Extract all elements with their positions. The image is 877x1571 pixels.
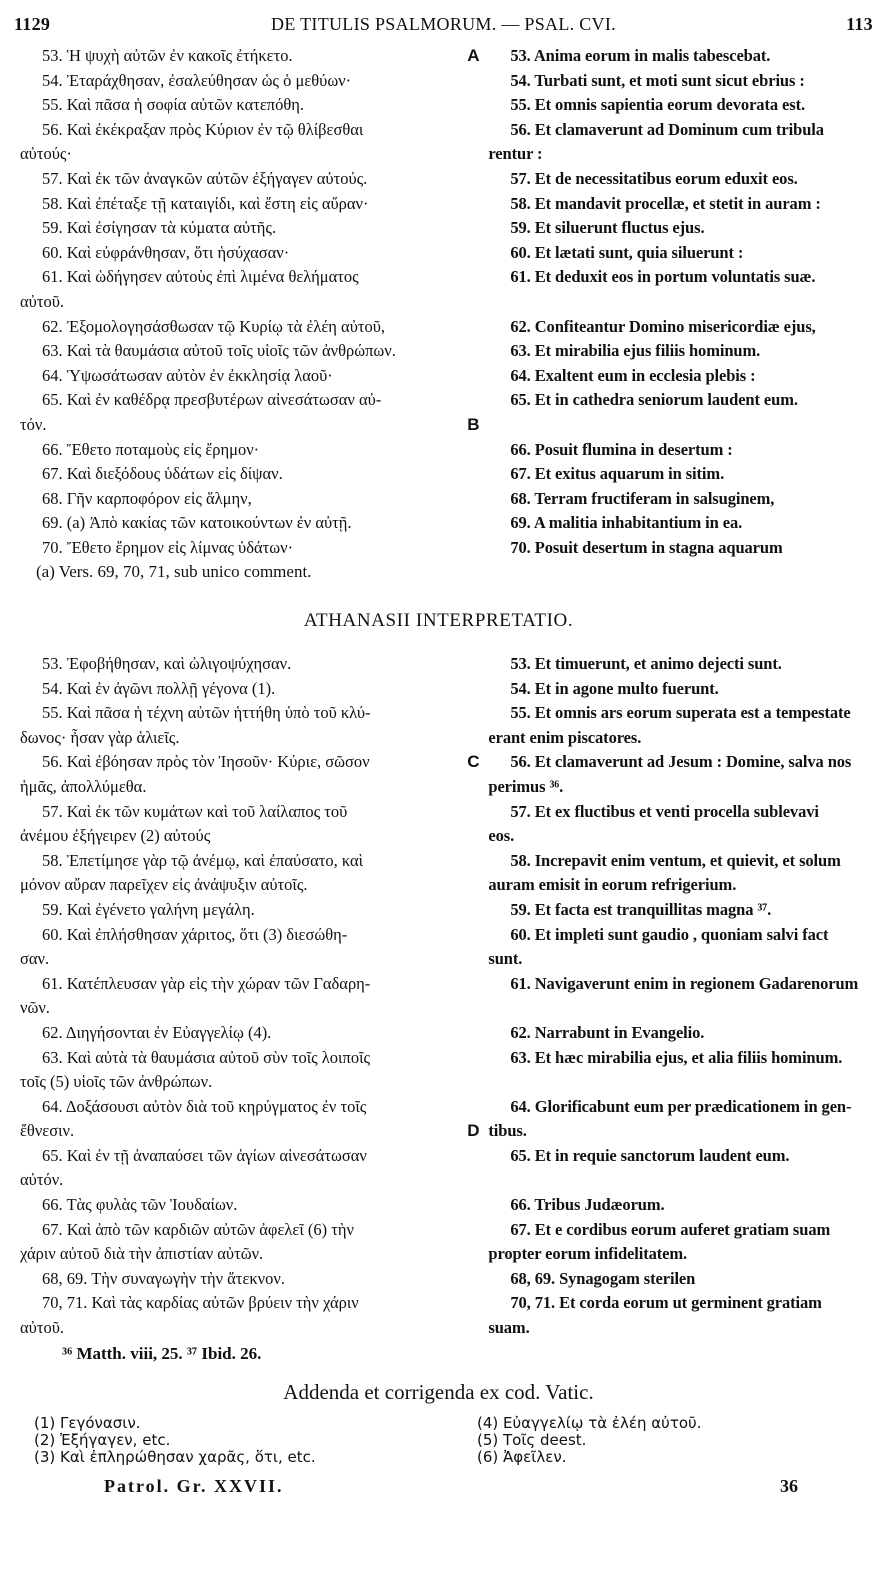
verse-row (20, 972, 877, 997)
verse-row (20, 413, 877, 438)
addenda-title: Addenda et corrigenda ex cod. Vatic. (283, 1380, 594, 1404)
page-number: 36 (780, 1476, 798, 1496)
margin-letter (458, 677, 488, 702)
margin-letter (458, 726, 488, 751)
latin-verse-line: 56. Et clamaverunt ad Dominum cum tribula (510, 119, 824, 139)
verse-row (20, 726, 877, 751)
verse-row (20, 1119, 877, 1144)
interpretation-text-block (20, 652, 877, 1341)
verse-row (20, 1144, 877, 1169)
margin-letter (458, 364, 488, 389)
greek-verse-line: αὐτούς· (20, 144, 72, 164)
margin-letter (458, 192, 488, 217)
latin-verse-line: 53. Et timuerunt, et animo dejecti sunt. (510, 654, 782, 673)
greek-verse-line: αὐτοῦ. (20, 1318, 64, 1338)
verse-row (20, 1046, 877, 1071)
greek-verse-line: 70. Ἔθετο ἔρημον εἰς λίμνας ὑδάτων· (42, 537, 294, 557)
greek-verse-line: 66. Ἔθετο ποταμοὺς εἰς ἔρημον· (42, 439, 260, 459)
greek-verse-line: μόνον αὔραν παρεῖχεν εἰς ἀνάψυξιν αὐτοῖς. (20, 875, 308, 895)
verse-row (20, 69, 877, 94)
verse-row (20, 677, 877, 702)
verse-row (20, 701, 877, 726)
addenda-list-right (477, 1415, 701, 1466)
latin-verse-line: 56. Et clamaverunt ad Jesum : Domine, salva nos (510, 752, 852, 772)
greek-verse-line: 70, 71. Καὶ τὰς καρδίας αὐτῶν βρύειν τὴν χάριν (42, 1293, 359, 1313)
greek-verse-line: 67. Καὶ διεξόδους ὑδάτων εἰς δίψαν. (42, 464, 283, 484)
greek-verse-line: 54. Καὶ ἐν ἀγῶνι πολλῇ γέγονα (1). (42, 678, 276, 698)
margin-letter (458, 775, 488, 800)
greek-verse-line: 62. Ἐξομολογησάσθωσαν τῷ Κυρίῳ τὰ ἐλέη αὐτοῦ, (42, 316, 386, 336)
verse-row (20, 800, 877, 825)
greek-verse-line: 64. Δοξάσουσι αὐτὸν διὰ τοῦ κηρύγματος ἐν τοῖς (42, 1096, 367, 1116)
margin-letter (458, 241, 488, 266)
latin-verse-line: 60. Et impleti sunt gaudio , quoniam salvi fact (510, 924, 829, 944)
verse-row (20, 1095, 877, 1120)
latin-verse-line: 54. Turbati sunt, et moti sunt sicut ebrius : (510, 70, 805, 90)
greek-verse-line: 59. Καὶ ἐσίγησαν τὰ κύματα αὐτῆς. (42, 218, 277, 238)
latin-verse-line: 65. Et in cathedra seniorum laudent eum. (510, 390, 798, 410)
latin-verse-line: 55. Et omnis sapientia eorum devorata est. (510, 95, 805, 115)
verse-row (20, 898, 877, 923)
greek-verse-line: 53. Ἡ ψυχὴ αὐτῶν ἐν κακοῖς ἐτήκετο. (42, 46, 293, 65)
greek-verse-line: 53. Ἐφοβήθησαν, καὶ ὠλιγοψύχησαν. (42, 654, 292, 673)
margin-letter (458, 487, 488, 512)
left-column-number: 1129 (14, 14, 51, 34)
greek-verse-line: 60. Καὶ εὐφράνθησαν, ὅτι ἡσύχασαν· (42, 242, 290, 262)
verse-row (20, 216, 877, 241)
greek-verse-line: αὐτοῦ. (20, 291, 64, 311)
margin-letter (458, 701, 488, 726)
greek-verse-line: αὐτόν. (20, 1170, 64, 1190)
section-title: ATHANASII INTERPRETATIO. (303, 610, 574, 631)
margin-letter (458, 1070, 488, 1095)
margin-letter (458, 438, 488, 463)
margin-letter (458, 1021, 488, 1046)
verse-row (20, 1242, 877, 1267)
verse-row (20, 290, 877, 315)
margin-letter (458, 1218, 488, 1243)
latin-verse-line: 70. Posuit desertum in stagna aquarum (510, 537, 783, 557)
latin-verse-line: tibus. (488, 1121, 527, 1141)
greek-verse-line: 61. Κατέπλευσαν γὰρ εἰς τὴν χώραν τῶν Γαδαρη- (42, 973, 371, 993)
greek-verse-line: 65. Καὶ ἐν καθέδρᾳ πρεσβυτέρων αἰνεσάτωσαν αὐ- (42, 390, 382, 410)
margin-letter (458, 947, 488, 972)
margin-letter (458, 1095, 488, 1120)
greek-verse-line: 67. Καὶ ἀπὸ τῶν καρδιῶν αὐτῶν ἀφελεῖ (6) τὴν (42, 1219, 354, 1239)
verse-row (20, 487, 877, 512)
margin-letter (458, 511, 488, 536)
margin-letter (458, 388, 488, 413)
greek-verse-line: 62. Διηγήσονται ἐν Εὐαγγελίῳ (4). (42, 1022, 272, 1042)
verse-row (20, 44, 877, 69)
margin-letter: A (467, 46, 480, 65)
margin-letter (458, 118, 488, 143)
addenda-item: (4) Εὐαγγελίῳ τὰ ἐλέη αὐτοῦ. (477, 1414, 702, 1432)
margin-letter (458, 1242, 488, 1267)
addenda-item: (6) Ἀφεῖλεν. (477, 1448, 567, 1466)
greek-verse-line: νῶν. (20, 998, 50, 1018)
margin-letter (458, 1267, 488, 1292)
verse-row (20, 750, 877, 775)
latin-verse-line: 64. Exaltent eum in ecclesia plebis : (510, 365, 756, 385)
margin-letter (458, 216, 488, 241)
verse-row (20, 1168, 877, 1193)
margin-letter (458, 315, 488, 340)
margin-letter: B (467, 414, 480, 434)
running-title: DE TITULIS PSALMORUM. — PSAL. CVI. (271, 14, 616, 34)
latin-verse-line: 66. Tribus Judæorum. (510, 1195, 665, 1215)
margin-letter (458, 996, 488, 1021)
latin-verse-line (488, 290, 877, 315)
addenda-item: (2) Ἐξήγαγεν, etc. (34, 1431, 171, 1449)
margin-letter (458, 1193, 488, 1218)
margin-letter (458, 142, 488, 167)
latin-verse-line: 70, 71. Et corda eorum ut germinent gratiam (510, 1293, 822, 1313)
right-column-number: 113 (846, 14, 873, 34)
verse-row (20, 1316, 877, 1341)
verse-row (20, 167, 877, 192)
verse-row (20, 364, 877, 389)
verse-row (20, 511, 877, 536)
verse-row (20, 824, 877, 849)
greek-verse-line: 69. (a) Ἀπὸ κακίας τῶν κατοικούντων ἐν αὐτῇ. (42, 513, 352, 533)
verse-row (20, 1267, 877, 1292)
margin-letter (458, 923, 488, 948)
verse-row (20, 339, 877, 364)
greek-verse-line: χάριν αὐτοῦ διὰ τὴν ἀπιστίαν αὐτῶν. (20, 1244, 264, 1264)
margin-letter (458, 652, 488, 677)
greek-verse-line: 65. Καὶ ἐν τῇ ἀναπαύσει τῶν ἁγίων αἰνεσάτωσαν (42, 1145, 367, 1165)
margin-letter (458, 290, 488, 315)
latin-verse-line: 67. Et e cordibus eorum auferet gratiam suam (510, 1219, 831, 1239)
greek-verse-line: 60. Καὶ ἐπλήσθησαν χάριτος, ὅτι (3) διεσώθη- (42, 924, 348, 944)
verse-row (20, 388, 877, 413)
margin-letter (458, 972, 488, 997)
latin-verse-line: 54. Et in agone multo fuerunt. (510, 678, 719, 698)
greek-verse-line: ἀνέμου ἐξήγειρεν (2) αὐτούς (20, 826, 211, 846)
running-header (14, 10, 873, 40)
margin-letter (458, 69, 488, 94)
verse-row (20, 996, 877, 1021)
greek-verse-line: 57. Καὶ ἐκ τῶν κυμάτων καὶ τοῦ λαίλαπος τοῦ (42, 801, 348, 821)
latin-verse-line: suam. (488, 1318, 530, 1338)
greek-verse-line: 56. Καὶ ἐβόησαν πρὸς τὸν Ἰησοῦν· Κύριε, σῶσον (42, 752, 370, 772)
greek-verse-line: τόν. (20, 414, 47, 434)
verse-row (20, 142, 877, 167)
latin-verse-line: 59. Et siluerunt fluctus ejus. (510, 218, 705, 238)
margin-letter (458, 339, 488, 364)
verse-row (20, 1218, 877, 1243)
greek-verse-line: ἡμᾶς, ἀπολλύμεθα. (20, 776, 147, 796)
latin-verse-line: 63. Et hæc mirabilia ejus, et alia filiis hominum. (510, 1047, 843, 1067)
latin-verse-line: 65. Et in requie sanctorum laudent eum. (510, 1145, 790, 1165)
margin-letter (458, 462, 488, 487)
verse-row (20, 1193, 877, 1218)
margin-letter (458, 1168, 488, 1193)
margin-letter: D (467, 1121, 480, 1141)
greek-verse-line: 64. Ὑψωσάτωσαν αὐτὸν ἐν ἐκκλησίᾳ λαοῦ· (42, 365, 333, 385)
greek-verse-line: 57. Καὶ ἐκ τῶν ἀναγκῶν αὐτῶν ἐξήγαγεν αὐτούς. (42, 168, 368, 188)
verse-row (20, 315, 877, 340)
greek-verse-line: 66. Τὰς φυλὰς τῶν Ἰουδαίων. (42, 1195, 238, 1215)
margin-letter (458, 1046, 488, 1071)
latin-verse-line: 53. Anima eorum in malis tabescebat. (510, 46, 771, 65)
verse-row (20, 536, 877, 561)
greek-verse-line: 68, 69. Τὴν συναγωγὴν τὴν ἄτεκνον. (42, 1268, 285, 1288)
latin-verse-line: 60. Et lætati sunt, quia siluerunt : (510, 242, 744, 262)
addenda-item: (3) Καὶ ἐπληρώθησαν χαρᾶς, ὅτι, etc. (34, 1448, 316, 1466)
greek-verse-line: 58. Ἐπετίμησε γὰρ τῷ ἀνέμῳ, καὶ ἐπαύσατο, καὶ (42, 850, 364, 870)
latin-verse-line: erant enim piscatores. (488, 727, 642, 747)
latin-verse-line: 69. A malitia inhabitantium in ea. (510, 513, 743, 533)
verse-row (20, 849, 877, 874)
verse-row (20, 1021, 877, 1046)
margin-letter (458, 93, 488, 118)
verse-row (20, 462, 877, 487)
latin-verse-line: 61. Et deduxit eos in portum voluntatis suæ. (510, 267, 816, 287)
margin-letter (458, 849, 488, 874)
verse-row (20, 1291, 877, 1316)
latin-verse-line: 55. Et omnis ars eorum superata est a tempestate (510, 703, 851, 723)
verse-row (20, 192, 877, 217)
latin-verse-line: propter eorum infidelitatem. (488, 1244, 688, 1264)
margin-letter (458, 824, 488, 849)
greek-verse-line: σαν. (20, 949, 50, 969)
addenda-item: (1) Γεγόνασιν. (34, 1414, 141, 1432)
latin-verse-line: 64. Glorificabunt eum per prædicationem in gen- (510, 1096, 852, 1116)
margin-letter (458, 873, 488, 898)
greek-verse-line: ἔθνεσιν. (20, 1121, 75, 1141)
latin-verse-line: perimus ³⁶. (488, 776, 564, 796)
margin-letter (458, 265, 488, 290)
latin-verse-line: 59. Et facta est tranquillitas magna ³⁷. (510, 899, 772, 919)
footnote-a: (a) Vers. 69, 70, 71, sub unico comment. (36, 562, 312, 581)
psalm-text-block (20, 44, 877, 560)
verse-row (20, 1070, 877, 1095)
latin-verse-line (488, 1168, 877, 1193)
patrologia-signature: Patrol. Gr. XXVII. (104, 1476, 284, 1496)
latin-verse-line: 68. Terram fructiferam in salsuginem, (510, 488, 775, 508)
addenda-item: (5) Τοῖς deest. (477, 1431, 587, 1449)
verse-row (20, 265, 877, 290)
greek-verse-line: 56. Καὶ ἐκέκραξαν πρὸς Κύριον ἐν τῷ θλίβεσθαι (42, 119, 364, 139)
greek-verse-line: 58. Καὶ ἐπέταξε τῇ καταιγίδι, καὶ ἔστη εἰς αὔραν· (42, 193, 369, 213)
margin-letter: C (467, 752, 480, 772)
margin-letter (458, 898, 488, 923)
greek-verse-line: 54. Ἐταράχθησαν, ἐσαλεύθησαν ὡς ὁ μεθύων· (42, 70, 352, 90)
margin-letter (458, 1144, 488, 1169)
latin-verse-line: 66. Posuit flumina in desertum : (510, 439, 733, 459)
latin-verse-line: 67. Et exitus aquarum in sitim. (510, 464, 725, 484)
verse-row (20, 93, 877, 118)
verse-row (20, 775, 877, 800)
latin-verse-line: 57. Et de necessitatibus eorum eduxit eos. (510, 168, 798, 188)
greek-verse-line: 61. Καὶ ὡδήγησεν αὐτοὺς ἐπὶ λιμένα θελήματος (42, 267, 359, 287)
greek-verse-line: 68. Γῆν καρποφόρον εἰς ἅλμην, (42, 488, 252, 508)
verse-row (20, 652, 877, 677)
latin-verse-line: 63. Et mirabilia ejus filiis hominum. (510, 341, 761, 361)
verse-row (20, 241, 877, 266)
greek-verse-line: 55. Καὶ πᾶσα ἡ σοφία αὐτῶν κατεπόθη. (42, 95, 305, 115)
scripture-footnotes: ³⁶ Matth. viii, 25. ³⁷ Ibid. 26. (62, 1344, 262, 1363)
latin-verse-line: 58. Et mandavit procellæ, et stetit in auram : (510, 193, 821, 213)
margin-letter (458, 167, 488, 192)
margin-letter (458, 536, 488, 561)
verse-row (20, 438, 877, 463)
latin-verse-line: 62. Narrabunt in Evangelio. (510, 1022, 705, 1042)
addenda-list-left (34, 1415, 316, 1466)
verse-row (20, 118, 877, 143)
latin-verse-line: rentur : (488, 144, 543, 164)
latin-verse-line: eos. (488, 826, 515, 846)
margin-letter (458, 1291, 488, 1316)
verse-row (20, 873, 877, 898)
verse-row (20, 947, 877, 972)
latin-verse-line (488, 1070, 877, 1095)
greek-verse-line: 55. Καὶ πᾶσα ἡ τέχνη αὐτῶν ἡττήθη ὑπὸ τοῦ κλύ- (42, 703, 371, 723)
greek-verse-line: δωνος· ἦσαν γὰρ ἁλιεῖς. (20, 727, 180, 747)
latin-verse-line (488, 413, 877, 438)
margin-letter (458, 1316, 488, 1341)
latin-verse-line: sunt. (488, 949, 523, 969)
greek-verse-line: τοῖς (5) υἱοῖς τῶν ἀνθρώπων. (20, 1072, 213, 1092)
margin-letter (458, 800, 488, 825)
latin-verse-line: auram emisit in eorum refrigerium. (488, 875, 737, 895)
greek-verse-line: 63. Καὶ τὰ θαυμάσια αὐτοῦ τοῖς υἱοῖς τῶν ἀνθρώπων. (42, 341, 396, 361)
verse-row (20, 923, 877, 948)
greek-verse-line: 59. Καὶ ἐγένετο γαλήνη μεγάλη. (42, 899, 255, 919)
latin-verse-line: 62. Confiteantur Domino misericordiæ ejus, (510, 316, 816, 336)
greek-verse-line: 63. Καὶ αὐτὰ τὰ θαυμάσια αὐτοῦ σὺν τοῖς λοιποῖς (42, 1047, 371, 1067)
latin-verse-line (488, 996, 877, 1021)
latin-verse-line: 61. Navigaverunt enim in regionem Gadarenorum (510, 973, 859, 993)
latin-verse-line: 58. Increpavit enim ventum, et quievit, et solum (510, 850, 841, 870)
latin-verse-line: 68, 69. Synagogam sterilen (510, 1268, 696, 1288)
latin-verse-line: 57. Et ex fluctibus et venti procella sublevavi (510, 801, 819, 821)
